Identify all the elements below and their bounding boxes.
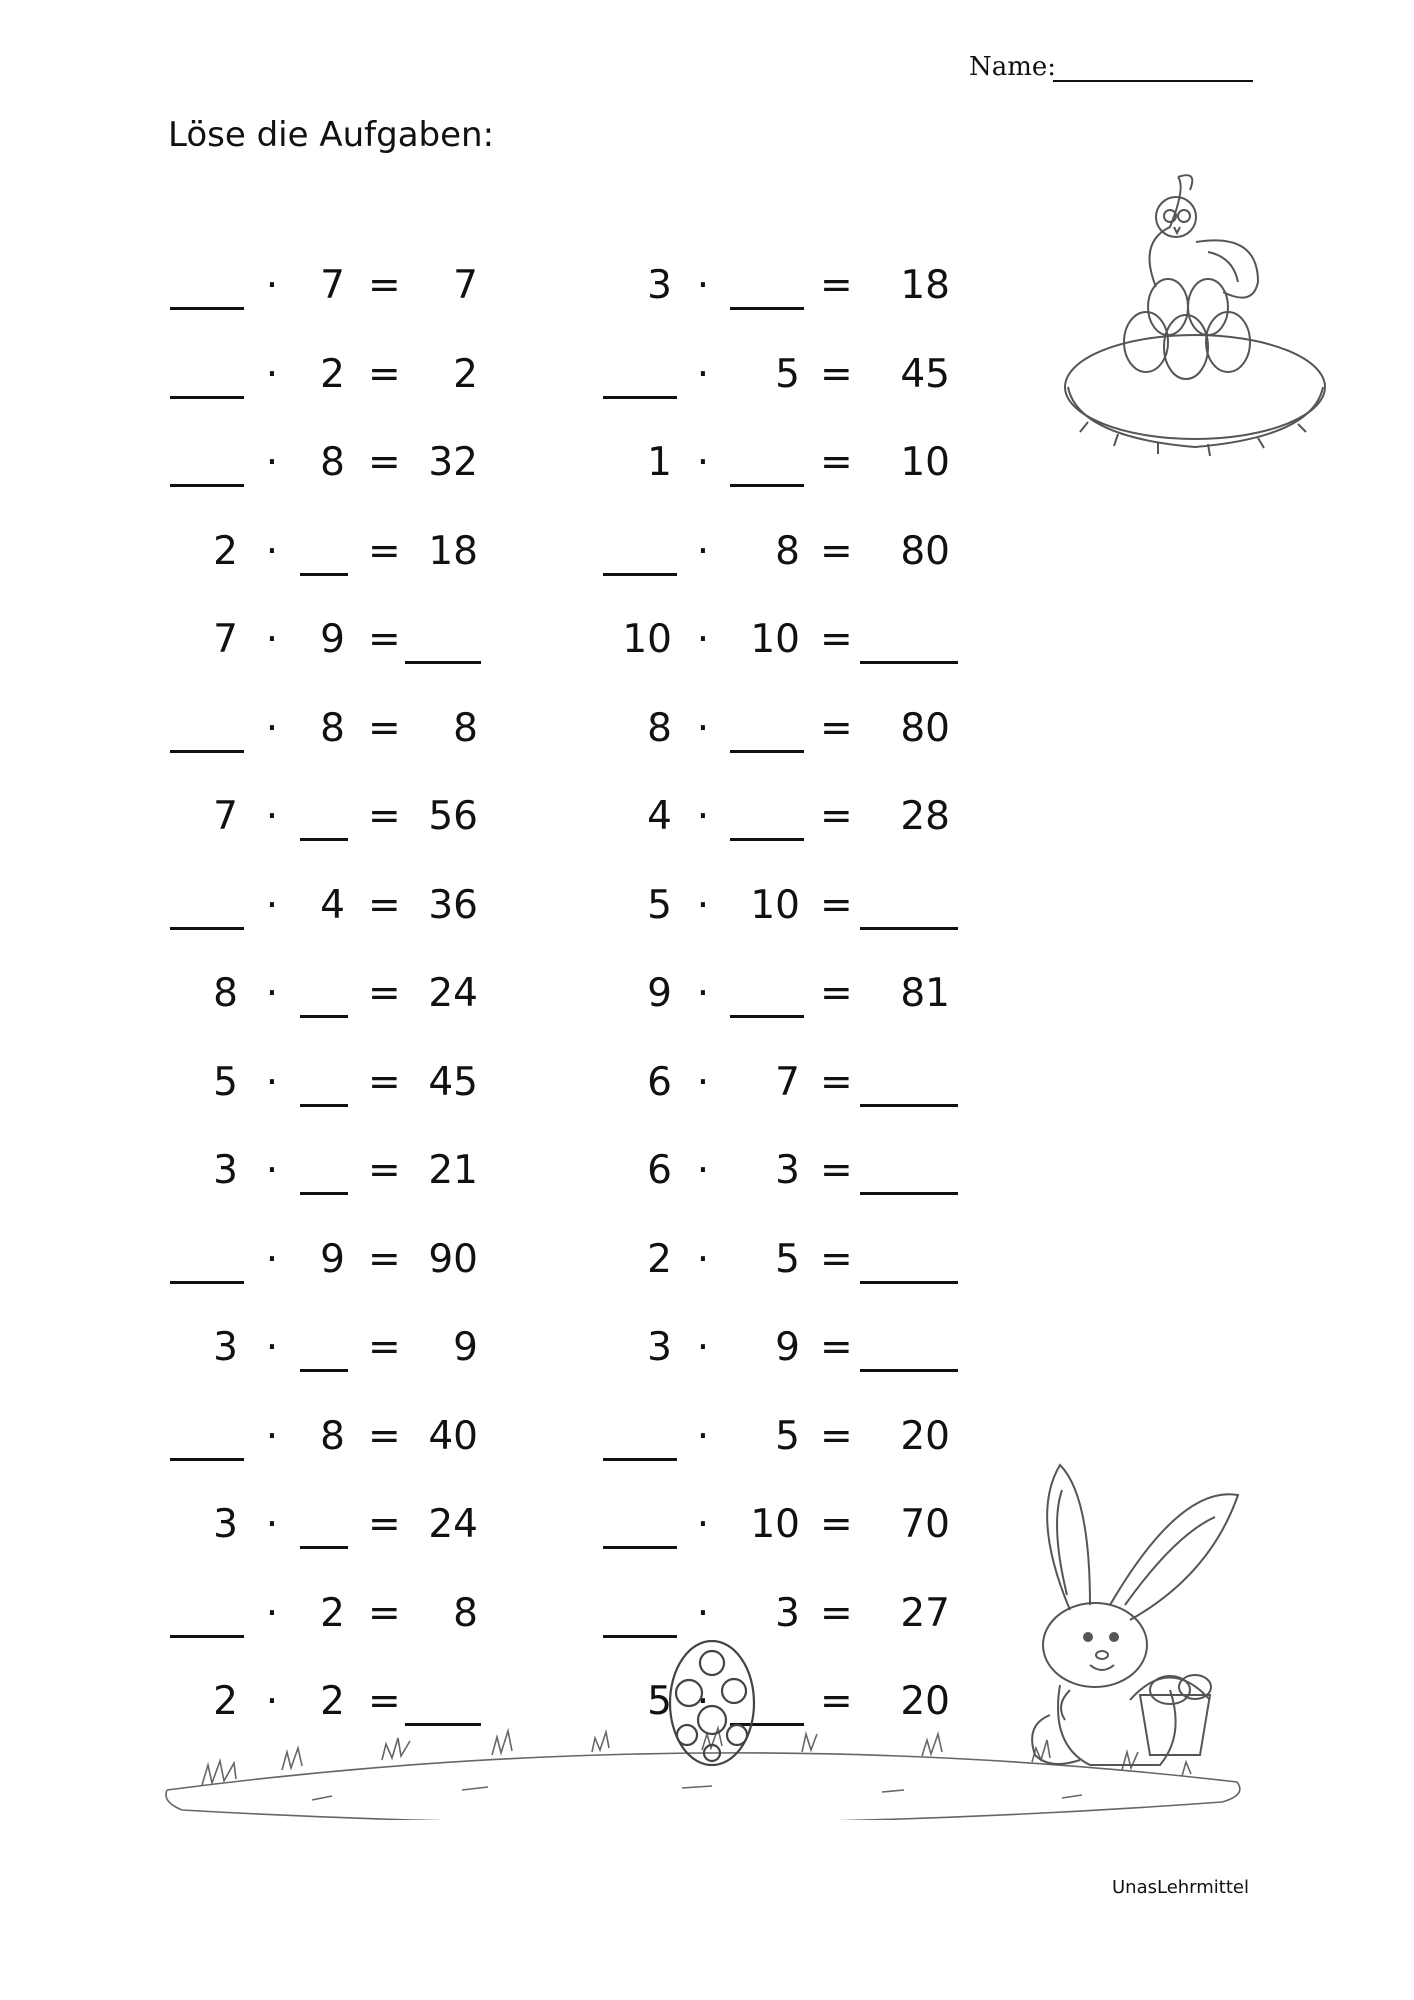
product: 45 <box>900 351 950 397</box>
equation-row <box>0 1325 1000 1385</box>
equals-sign: = <box>368 263 401 308</box>
equation-row <box>0 1591 1000 1651</box>
equals-sign: = <box>368 971 401 1016</box>
factor-a: 10 <box>622 617 672 662</box>
times-sign: · <box>265 1236 279 1282</box>
times-sign: · <box>265 1502 279 1547</box>
times-sign: · <box>696 1059 710 1105</box>
product: 45 <box>428 1059 478 1105</box>
equation-row <box>0 440 1000 500</box>
factor-b: 8 <box>320 440 345 485</box>
answer-blank[interactable] <box>860 1060 958 1107</box>
equals-sign: = <box>820 351 853 397</box>
factor-a: 5 <box>213 1059 238 1105</box>
factor-b: 4 <box>320 882 345 928</box>
answer-blank[interactable] <box>730 263 804 310</box>
factor-b: 5 <box>775 351 800 397</box>
name-label: Name: <box>969 52 1057 82</box>
answer-blank[interactable] <box>860 617 958 664</box>
times-sign: · <box>696 1590 710 1636</box>
times-sign: · <box>265 705 279 751</box>
equals-sign: = <box>368 1590 401 1636</box>
equals-sign: = <box>368 1502 401 1547</box>
product: 18 <box>900 263 950 308</box>
factor-b: 8 <box>320 705 345 751</box>
equation-row <box>0 1060 1000 1120</box>
factor-a: 2 <box>213 1679 238 1724</box>
product: 7 <box>453 263 478 308</box>
factor-b: 9 <box>775 1325 800 1370</box>
times-sign: · <box>696 705 710 751</box>
product: 27 <box>900 1590 950 1636</box>
factor-a: 1 <box>647 440 672 485</box>
factor-a: 7 <box>213 794 238 839</box>
product: 18 <box>428 528 478 574</box>
answer-blank[interactable] <box>730 706 804 753</box>
factor-b: 8 <box>320 1413 345 1459</box>
factor-b: 3 <box>775 1590 800 1636</box>
instruction-text: Löse die Aufgaben: <box>168 115 495 155</box>
equals-sign: = <box>820 1059 853 1105</box>
product: 9 <box>453 1325 478 1370</box>
equation-row <box>0 263 1000 323</box>
answer-blank[interactable] <box>730 440 804 487</box>
equals-sign: = <box>820 440 853 485</box>
equals-sign: = <box>820 1413 853 1459</box>
times-sign: · <box>265 1325 279 1370</box>
factor-b: 10 <box>750 882 800 928</box>
answer-blank[interactable] <box>860 1148 958 1195</box>
times-sign: · <box>696 971 710 1016</box>
factor-b: 3 <box>775 1148 800 1193</box>
factor-b: 5 <box>775 1236 800 1282</box>
times-sign: · <box>265 1148 279 1193</box>
factor-a: 3 <box>213 1325 238 1370</box>
product: 10 <box>900 440 950 485</box>
factor-a: 8 <box>647 705 672 751</box>
equation-row <box>0 971 1000 1031</box>
product: 8 <box>453 705 478 751</box>
equals-sign: = <box>368 440 401 485</box>
equals-sign: = <box>820 1502 853 1547</box>
times-sign: · <box>265 1059 279 1105</box>
times-sign: · <box>265 1679 279 1724</box>
name-field[interactable] <box>1053 80 1253 82</box>
product: 81 <box>900 971 950 1016</box>
factor-a: 3 <box>213 1148 238 1193</box>
equals-sign: = <box>820 263 853 308</box>
product: 8 <box>453 1590 478 1636</box>
factor-a: 3 <box>213 1502 238 1547</box>
times-sign: · <box>696 1502 710 1547</box>
product: 80 <box>900 705 950 751</box>
equals-sign: = <box>820 1590 853 1636</box>
times-sign: · <box>265 882 279 928</box>
equals-sign: = <box>368 1413 401 1459</box>
factor-a: 9 <box>647 971 672 1016</box>
times-sign: · <box>265 440 279 485</box>
product: 28 <box>900 794 950 839</box>
factor-b: 9 <box>320 617 345 662</box>
factor-a: 5 <box>647 1679 672 1724</box>
equation-row <box>0 883 1000 943</box>
factor-a: 4 <box>647 794 672 839</box>
product: 90 <box>428 1236 478 1282</box>
times-sign: · <box>696 1413 710 1459</box>
product: 80 <box>900 528 950 574</box>
equation-row <box>0 529 1000 589</box>
times-sign: · <box>696 440 710 485</box>
times-sign: · <box>696 528 710 574</box>
equals-sign: = <box>368 794 401 839</box>
factor-a: 3 <box>647 263 672 308</box>
times-sign: · <box>265 1413 279 1459</box>
equals-sign: = <box>820 617 853 662</box>
equals-sign: = <box>368 1059 401 1105</box>
equals-sign: = <box>820 1325 853 1370</box>
equation-row <box>0 617 1000 677</box>
factor-b: 2 <box>320 1679 345 1724</box>
equation-row <box>0 352 1000 412</box>
factor-a: 2 <box>213 528 238 574</box>
times-sign: · <box>696 1236 710 1282</box>
times-sign: · <box>265 351 279 397</box>
factor-b: 2 <box>320 1590 345 1636</box>
equation-row <box>0 706 1000 766</box>
equals-sign: = <box>820 1679 853 1724</box>
product: 24 <box>428 1502 478 1547</box>
factor-a: 6 <box>647 1148 672 1193</box>
factor-b: 8 <box>775 528 800 574</box>
answer-blank[interactable] <box>860 1325 958 1372</box>
product: 32 <box>428 440 478 485</box>
times-sign: · <box>265 617 279 662</box>
factor-b: 7 <box>775 1059 800 1105</box>
product: 70 <box>900 1502 950 1547</box>
answer-blank[interactable] <box>730 971 804 1018</box>
product: 20 <box>900 1679 950 1724</box>
equals-sign: = <box>820 882 853 928</box>
times-sign: · <box>265 794 279 839</box>
equals-sign: = <box>820 1148 853 1193</box>
bunny-with-basket-illustration <box>1010 1455 1250 1785</box>
answer-blank[interactable] <box>603 529 677 576</box>
answer-blank[interactable] <box>860 883 958 930</box>
factor-b: 9 <box>320 1236 345 1282</box>
times-sign: · <box>696 617 710 662</box>
answer-blank[interactable] <box>603 1591 677 1638</box>
equals-sign: = <box>368 617 401 662</box>
times-sign: · <box>265 1590 279 1636</box>
times-sign: · <box>265 528 279 574</box>
equals-sign: = <box>368 1148 401 1193</box>
equation-row <box>0 1237 1000 1297</box>
times-sign: · <box>696 1148 710 1193</box>
times-sign: · <box>696 1325 710 1370</box>
product: 20 <box>900 1413 950 1459</box>
credit-text: UnasLehrmittel <box>1112 1877 1249 1898</box>
factor-a: 6 <box>647 1059 672 1105</box>
factor-b: 7 <box>320 263 345 308</box>
equals-sign: = <box>820 794 853 839</box>
answer-blank[interactable] <box>603 1502 677 1549</box>
times-sign: · <box>696 351 710 397</box>
times-sign: · <box>696 882 710 928</box>
product: 24 <box>428 971 478 1016</box>
factor-a: 7 <box>213 617 238 662</box>
product: 21 <box>428 1148 478 1193</box>
equals-sign: = <box>368 1325 401 1370</box>
factor-b: 10 <box>750 617 800 662</box>
equals-sign: = <box>368 1236 401 1282</box>
product: 36 <box>428 882 478 928</box>
times-sign: · <box>696 794 710 839</box>
equals-sign: = <box>820 705 853 751</box>
easter-egg-illustration <box>662 1635 762 1770</box>
equation-row <box>0 1414 1000 1474</box>
times-sign: · <box>265 263 279 308</box>
equation-row <box>0 1148 1000 1208</box>
equals-sign: = <box>368 528 401 574</box>
factor-a: 8 <box>213 971 238 1016</box>
equals-sign: = <box>820 971 853 1016</box>
times-sign: · <box>696 263 710 308</box>
equals-sign: = <box>368 882 401 928</box>
equals-sign: = <box>820 1236 853 1282</box>
times-sign: · <box>696 1679 710 1724</box>
factor-a: 5 <box>647 882 672 928</box>
equation-row <box>0 794 1000 854</box>
equals-sign: = <box>368 1679 401 1724</box>
answer-blank[interactable] <box>730 794 804 841</box>
product: 56 <box>428 794 478 839</box>
product: 2 <box>453 351 478 397</box>
factor-b: 5 <box>775 1413 800 1459</box>
times-sign: · <box>265 971 279 1016</box>
factor-a: 2 <box>647 1236 672 1282</box>
factor-b: 10 <box>750 1502 800 1547</box>
answer-blank[interactable] <box>603 1414 677 1461</box>
equals-sign: = <box>368 705 401 751</box>
answer-blank[interactable] <box>860 1237 958 1284</box>
factor-b: 2 <box>320 351 345 397</box>
product: 40 <box>428 1413 478 1459</box>
equals-sign: = <box>820 528 853 574</box>
equals-sign: = <box>368 351 401 397</box>
answer-blank[interactable] <box>603 352 677 399</box>
hen-on-nest-illustration <box>1058 172 1333 472</box>
equation-row <box>0 1502 1000 1562</box>
factor-a: 3 <box>647 1325 672 1370</box>
